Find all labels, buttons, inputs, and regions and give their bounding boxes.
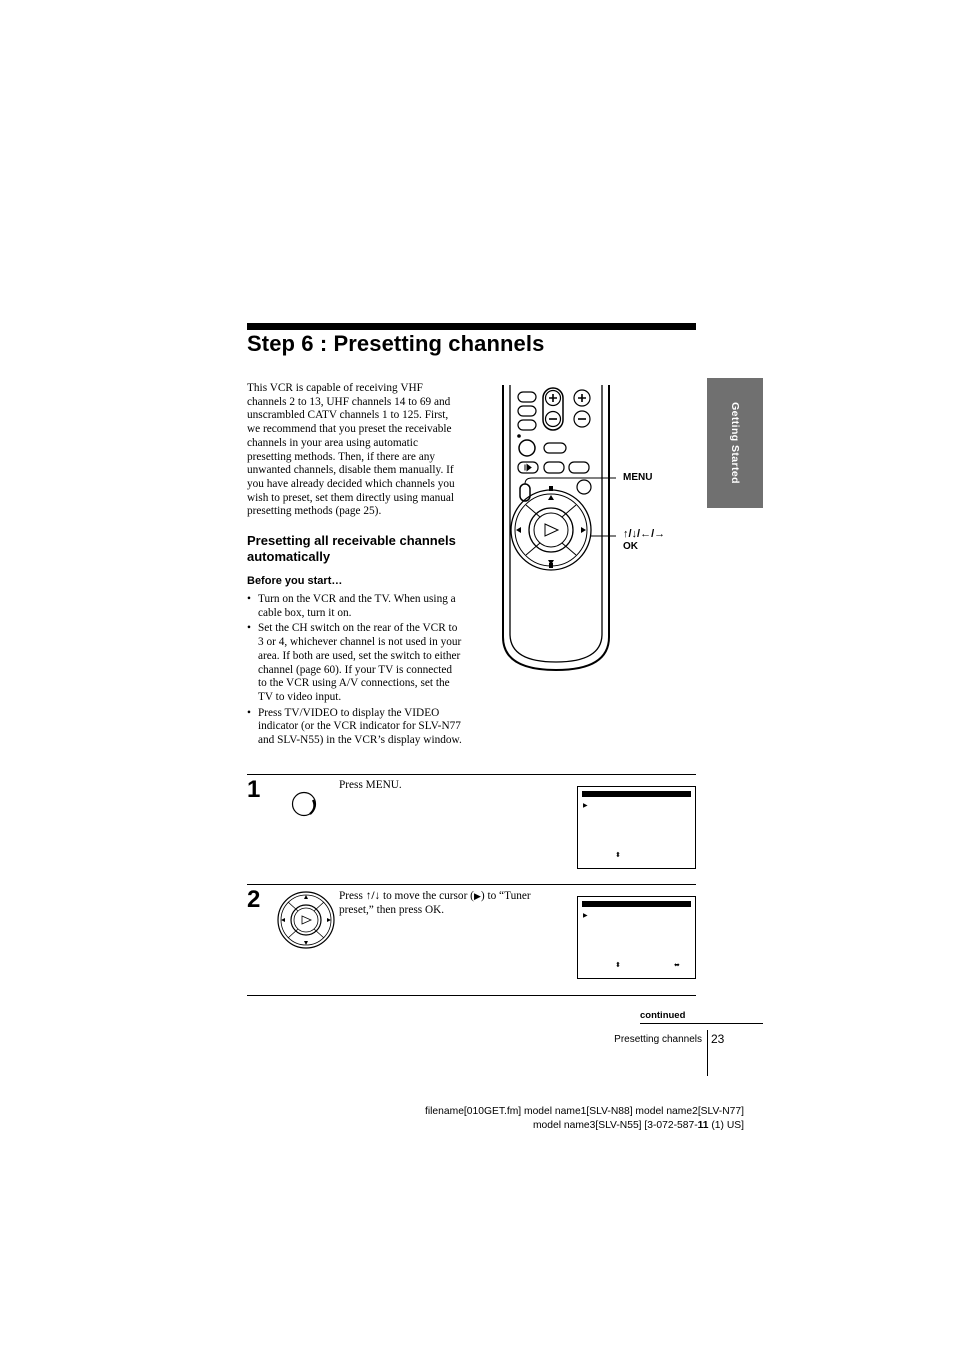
up-down-hint-icon: ⬍ <box>615 852 620 859</box>
screen-title-bar <box>582 791 691 797</box>
step-2-text-start: Press <box>339 890 366 902</box>
step-1-instruction: Press MENU. <box>339 779 402 791</box>
file-info-line-1: filename[010GET.fm] model name1[SLV-N88] model name2[SLV-N77] <box>425 1106 744 1117</box>
intro-paragraph: This VCR is capable of receiving VHF channels 2 to 13, UHF channels 14 to 69 and unscrambled CATV channels 1 to 125. First, we recommend that you preset the receivable channels in your area using automatic presetting methods. Then, if there are any unwanted channels, disable them manually. If you have already decided which channels you wish to preset, set them directly using manual presetting methods (page 25). <box>247 382 455 518</box>
ok-callout: OK <box>623 541 638 552</box>
continued-label: continued <box>640 1010 686 1021</box>
arrow-keys-callout: ↑/↓/←/→ <box>623 528 666 540</box>
file-info-line-2-start: model name3[SLV-N55] [3-072-587- <box>532 1120 698 1131</box>
list-item: • Press TV/VIDEO to display the VIDEO indicator (or the VCR indicator for SLV-N77 and SLV-N55) in the VCR’s display window. <box>247 707 462 748</box>
footer-divider <box>707 1030 708 1076</box>
footer-rule <box>640 1023 763 1024</box>
page-title: Step 6 : Presetting channels <box>247 331 545 356</box>
title-rule <box>247 323 696 330</box>
step-2-instruction <box>339 890 564 917</box>
step-2-divider <box>247 884 696 885</box>
steps-bottom-divider <box>247 995 696 996</box>
step-1-number: 1 <box>247 776 261 803</box>
before-you-start-heading: Before you start… <box>247 575 343 587</box>
step-1-menu-screen <box>577 786 696 869</box>
remote-control-illustration <box>496 382 616 674</box>
list-item: • Turn on the VCR and the TV. When using a cable box, turn it on. <box>247 593 462 620</box>
step-2-text-end: ) to “Tuner preset,” then press OK. <box>339 890 531 916</box>
cursor-icon: ▶ <box>473 891 481 901</box>
menu-callout: MENU <box>623 472 653 483</box>
screen-cursor: ▶ <box>583 803 588 809</box>
up-down-keys: ↑/↓ <box>365 890 381 902</box>
step-1-divider <box>247 774 696 775</box>
section-subheading: Presetting all receivable channels automatically <box>247 533 456 564</box>
file-info-line-2-end: (1) US] <box>708 1120 744 1131</box>
screen-cursor: ▶ <box>583 913 588 919</box>
file-info-version: 11 <box>697 1120 709 1131</box>
section-tab-label: Getting Started <box>729 402 741 484</box>
jog-dial-icon <box>276 890 336 950</box>
step-2-menu-screen <box>577 896 696 979</box>
list-item: • Set the CH switch on the rear of the VCR to 3 or 4, whichever channel is not used in your area. If both are used, set the switch to either channel (page 60). If your TV is connected to the VCR using A/V connections, set the TV to video input. <box>247 622 462 704</box>
left-right-hint-icon: ⬌ <box>674 962 679 969</box>
up-down-hint-icon: ⬍ <box>615 962 620 969</box>
prerequisite-list <box>247 593 462 750</box>
page-number: 23 <box>711 1032 725 1046</box>
step-2-text-middle: to move the cursor ( <box>380 890 474 902</box>
menu-button-icon <box>290 790 320 820</box>
step-2-number: 2 <box>247 886 261 913</box>
file-info <box>380 1105 744 1133</box>
screen-title-bar <box>582 901 691 907</box>
running-footer: Presetting channels <box>614 1034 702 1045</box>
section-tab <box>707 378 763 508</box>
